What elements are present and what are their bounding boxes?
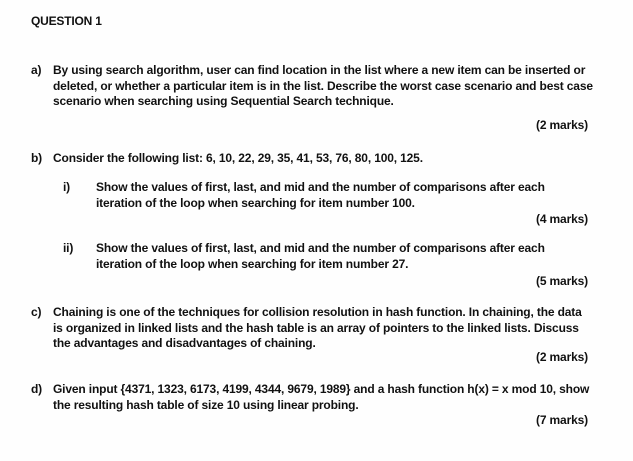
question-d-marks: (7 marks) [535,413,588,427]
question-a-label: a) [31,63,42,77]
question-c-marks: (2 marks) [535,350,588,364]
question-b-text: Consider the following list: 6, 10, 22, 29, 35, 41, 53, 76, 80, 100, 125. [53,151,423,165]
question-a-text: By using search algorithm, user can find location in the list where a new item can be inserted or deleted, or whether a particular item is in the list. Describe the worst case scenario and best case scenario when searching using Sequential Search technique. [53,63,593,108]
question-b-label: b) [31,151,43,165]
question-b-ii-label: ii) [63,241,74,255]
question-d-text: Given input {4371, 1323, 6173, 4199, 4344, 9679, 1989} and a hash function h(x) = x mod 10, show the resulting hash table of size 10 using linear probing. [53,382,590,412]
question-a-marks: (2 marks) [535,118,588,132]
page-title: QUESTION 1 [31,14,102,28]
question-c-label: c) [31,305,42,319]
question-b-i-text: Show the values of first, last, and mid and the number of comparisons after each iteration of the loop when searching for item number 100. [96,180,545,210]
question-b-i-label: i) [63,180,71,194]
question-d-label: d) [31,382,43,396]
question-b-ii-marks: (5 marks) [535,274,588,288]
question-b-ii-text: Show the values of first, last, and mid and the number of comparisons after each iteration of the loop when searching for item number 27. [96,241,545,271]
question-b-i-marks: (4 marks) [535,212,588,226]
question-c-text: Chaining is one of the techniques for collision resolution in hash function. In chaining, the data is organized in linked lists and the hash table is an array of pointers to the linked lists. Discuss the advantages and disadvantages of chaining. [53,305,582,350]
